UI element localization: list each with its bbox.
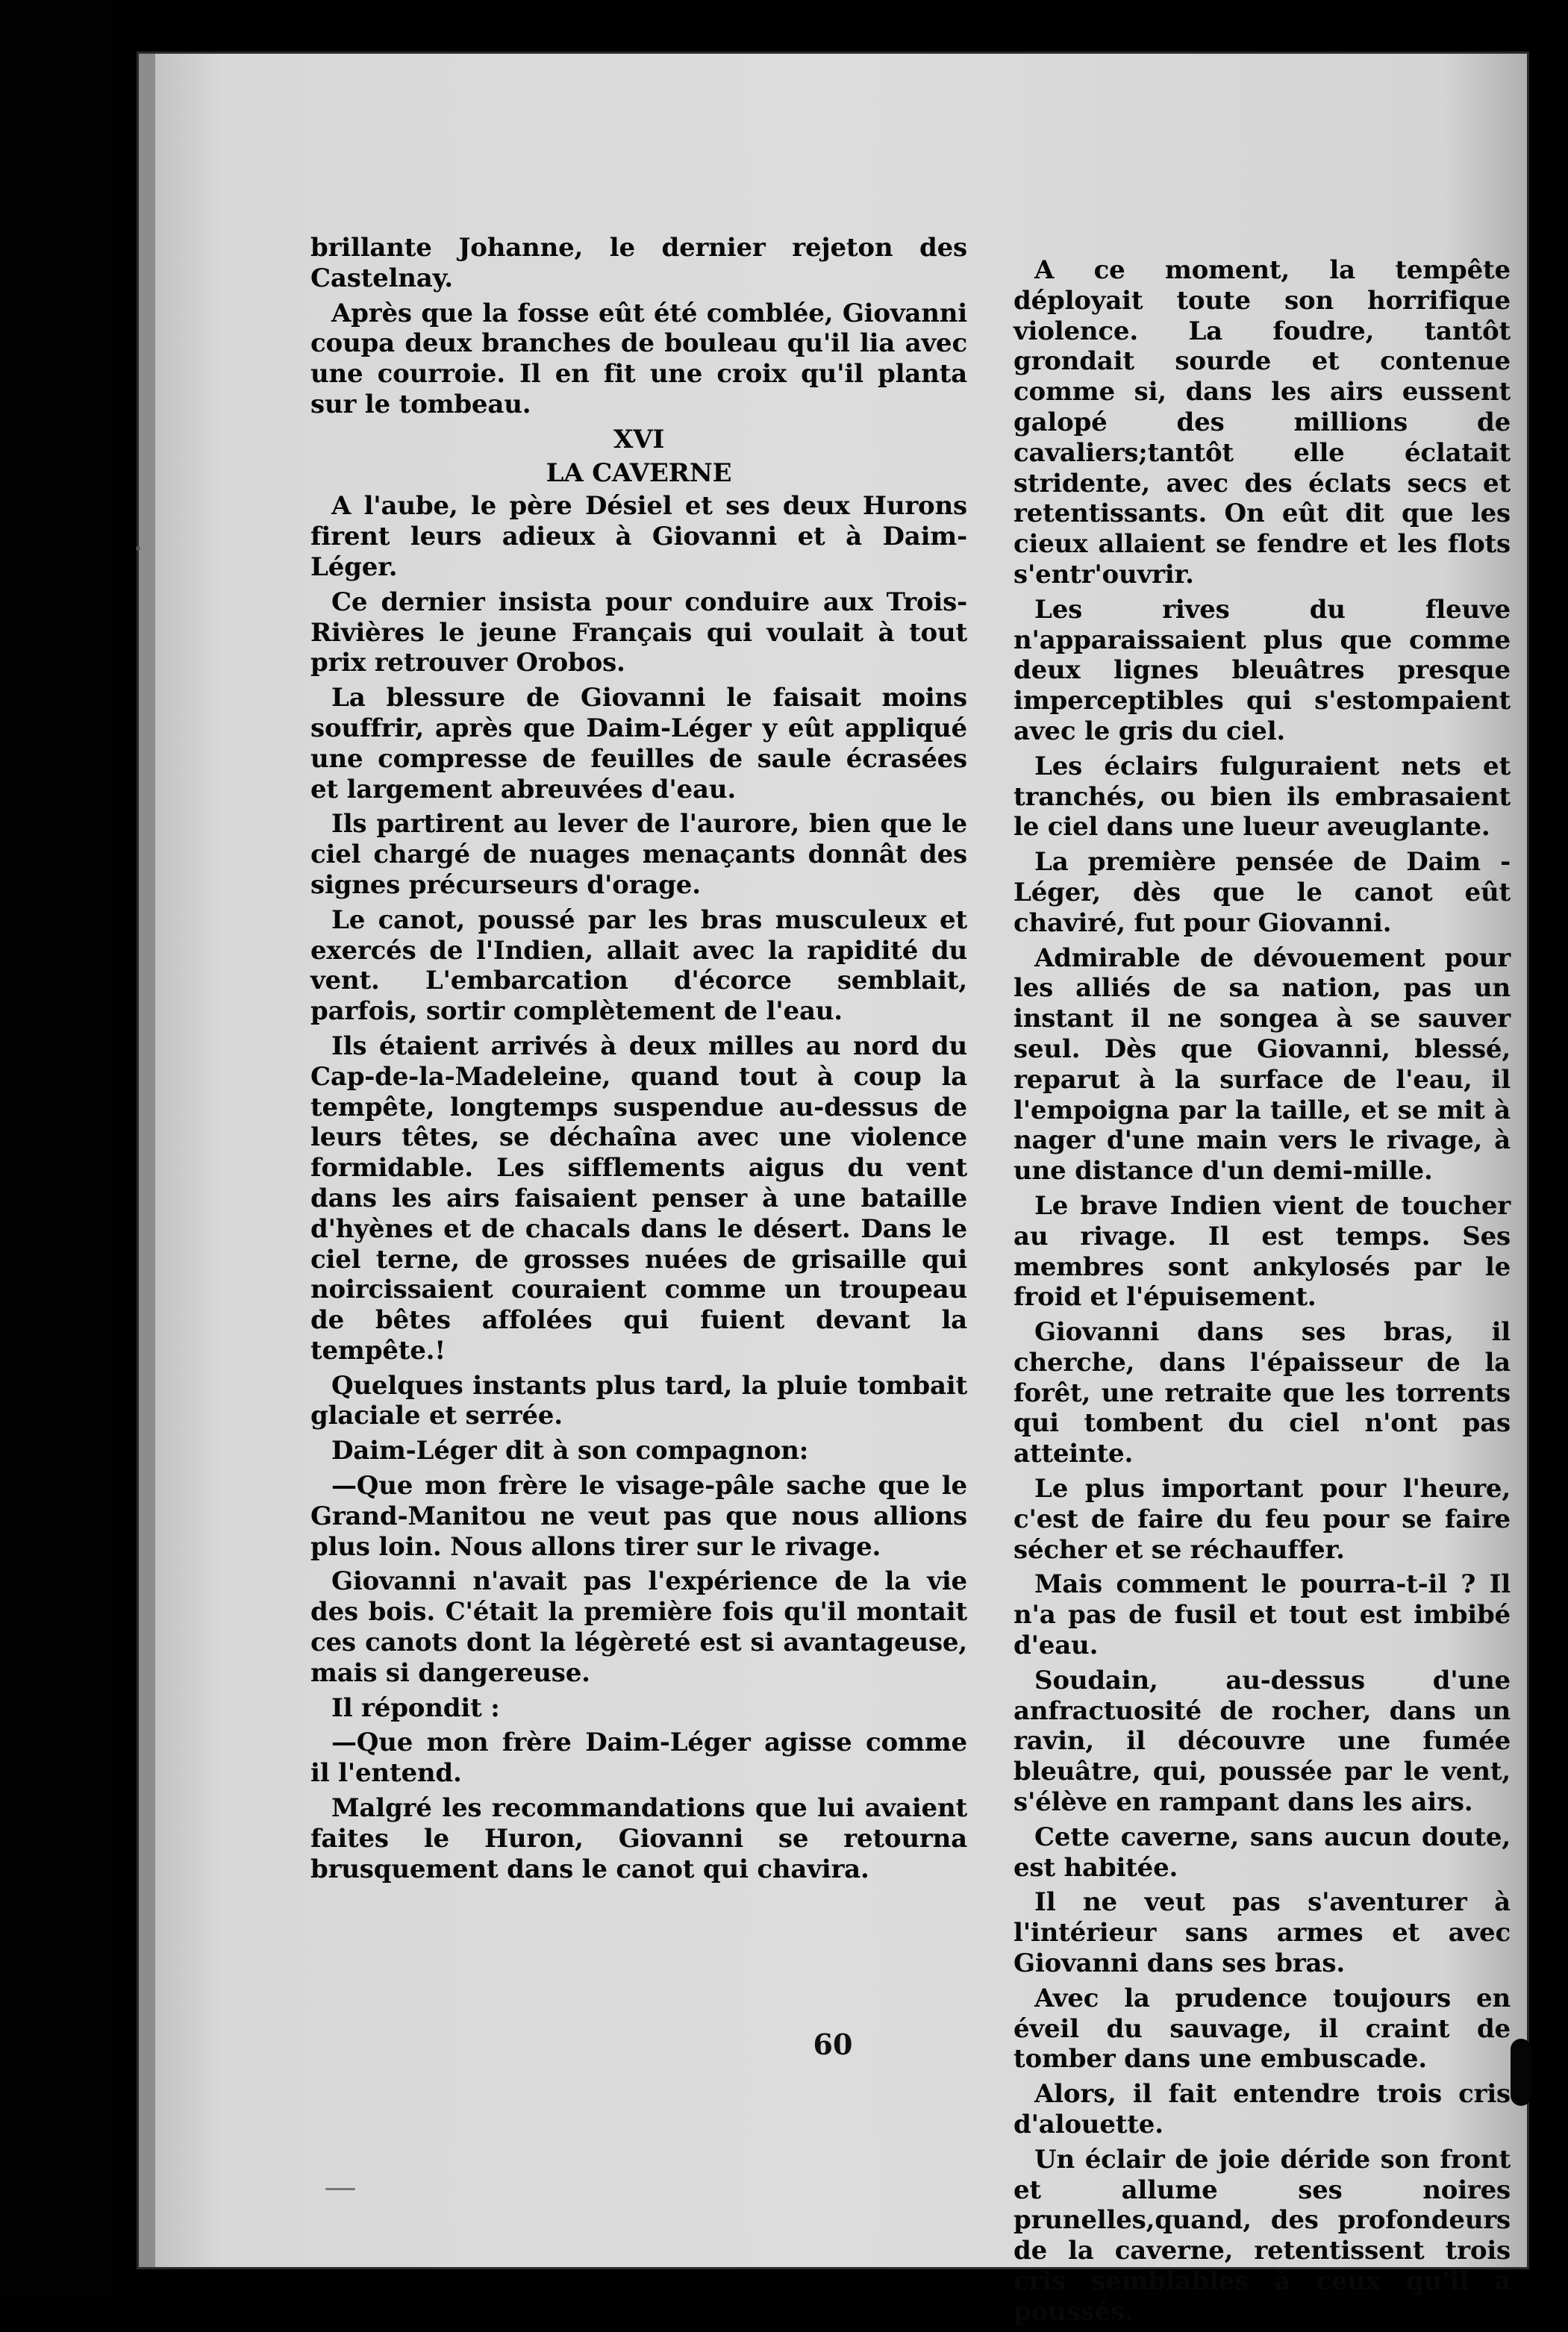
chapter-number: XVI — [613, 424, 665, 454]
scan-speck — [325, 2188, 355, 2190]
paragraph: Il ne veut pas s'aventurer à l'intérieur sans armes et avec Giovanni dans ses bras. — [1013, 1887, 1511, 1979]
paragraph: Giovanni n'avait pas l'expérience de la vie des bois. C'était la première fois qu'il montait ces canots dont la légèreté est si avantageuse, mais si dangereuse. — [310, 1566, 967, 1688]
page-number: 60 — [813, 2028, 853, 2061]
film-border — [0, 0, 112, 2296]
paragraph: Après que la fosse eût été comblée, Giovanni coupa deux branches de bouleau qu'il lia avec une courroie. Il en fit une croix qu'il planta sur le tombeau. — [310, 298, 967, 419]
paragraph: Giovanni dans ses bras, il cherche, dans l'épaisseur de la forêt, une retraite que les torrents qui tombent du ciel n'ont pas atteinte. — [1013, 1317, 1511, 1469]
page-binding-edge — [139, 54, 155, 2267]
paragraph: Avec la prudence toujours en éveil du sauvage, il craint de tomber dans une embuscade. — [1013, 1983, 1511, 2075]
paragraph: Ce dernier insista pour conduire aux Trois-Rivières le jeune Français qui voulait à tout prix retrouver Orobos. — [310, 587, 967, 678]
paragraph: Le canot, poussé par les bras musculeux et exercés de l'Indien, allait avec la rapidité du vent. L'embarcation d'écorce semblait, parfois, sortir complètement de l'eau. — [310, 904, 967, 1027]
binding-clip-mark — [1511, 2039, 1531, 2106]
paragraph: Le brave Indien vient de toucher au rivage. Il est temps. Ses membres sont ankylosés par le froid et l'épuisement. — [1013, 1190, 1511, 1313]
paragraph: Alors, il fait entendre trois cris d'alouette. — [1013, 2079, 1511, 2140]
paragraph: Un éclair de joie déride son front et allume ses noires prunelles,quand, des profondeurs de la caverne, retentissent trois cris semblables à ceux qu'il a poussés. — [1013, 2144, 1511, 2327]
paragraph: Les rives du fleuve n'apparaissaient plus que comme deux lignes bleuâtres presque imperceptibles qui s'estompaient avec le gris du ciel. — [1013, 594, 1511, 746]
scan-speck — [136, 546, 140, 551]
paragraph: La blessure de Giovanni le faisait moins souffrir, après que Daim-Léger y eût appliqué une compresse de feuilles de saule écrasées et largement abreuvées d'eau. — [310, 683, 967, 804]
paragraph: Les éclairs fulguraient nets et tranchés, ou bien ils embrasaient le ciel dans une lueur aveuglante. — [1013, 751, 1511, 843]
paragraph: Daim-Léger dit à son compagnon: — [331, 1436, 809, 1466]
paragraph: Cette caverne, sans aucun doute, est habitée. — [1013, 1822, 1511, 1883]
paragraph: Malgré les recommandations que lui avaient faites le Huron, Giovanni se retourna brusquement dans le canot qui chavira. — [310, 1793, 967, 1884]
paragraph: A l'aube, le père Désiel et ses deux Hurons firent leurs adieux à Giovanni et à Daim-Léger. — [310, 491, 967, 582]
paragraph: Quelques instants plus tard, la pluie tombait glaciale et serrée. — [310, 1370, 967, 1431]
paragraph: brillante Johanne, le dernier rejeton des Castelnay. — [310, 233, 967, 293]
paragraph: Ils étaient arrivés à deux milles au nord du Cap-de-la-Madeleine, quand tout à coup la tempête, longtemps suspendue au-dessus de leurs têtes, se déchaîna avec une violence formidable. Les sifflements aigus du vent dans les airs faisaient penser à une bataille d'hyènes et de chacals dans le désert. Dans le ciel terne, de grosses nuées de grisaille qui noircissaient couraient comme un troupeau de bêtes affolées qui fuient devant la tempête.! — [310, 1031, 967, 1366]
chapter-title: LA CAVERNE — [546, 457, 732, 488]
paragraph: Soudain, au-dessus d'une anfractuosité de rocher, dans un ravin, il découvre une fumée bleuâtre, qui, poussée par le vent, s'élève en rampant dans les airs. — [1013, 1665, 1511, 1818]
paragraph: Ils partirent au lever de l'aurore, bien que le ciel chargé de nuages menaçants donnât des signes précurseurs d'orage. — [310, 809, 967, 900]
paragraph: Admirable de dévouement pour les alliés de sa nation, pas un instant il ne songea à se sauver seul. Dès que Giovanni, blessé, reparut à la surface de l'eau, il l'empoigna par la taille, et se mit à nager d'une main vers le rivage, à une distance d'un demi-mille. — [1013, 943, 1511, 1187]
paragraph: Il répondit : — [331, 1692, 500, 1723]
scanned-page — [139, 54, 1527, 2327]
paragraph: Mais comment le pourra-t-il ? Il n'a pas de fusil et tout est imbibé d'eau. — [1013, 1569, 1511, 1661]
paragraph: A ce moment, la tempête déployait toute son horrifique violence. La foudre, tantôt grondait sourde et contenue comme si, dans les airs eussent galopé des millions de cavaliers;tantôt elle éclatait stridente, avec des éclats secs et retentissants. On eût dit que les cieux allaient se fendre et les flots s'entr'ouvrir. — [1013, 255, 1511, 590]
left-text-column — [310, 233, 967, 1889]
paragraph: —Que mon frère Daim-Léger agisse comme il l'entend. — [310, 1728, 967, 1789]
paragraph: —Que mon frère le visage-pâle sache que le Grand-Manitou ne veut pas que nous allions plus loin. Nous allons tirer sur le rivage. — [310, 1471, 967, 1562]
paragraph: La première pensée de Daim - Léger, dès que le canot eût chaviré, fut pour Giovanni. — [1013, 847, 1511, 938]
right-text-column — [1013, 255, 1511, 2332]
paragraph: Le plus important pour l'heure, c'est de faire du feu pour se faire sécher et se réchauffer. — [1013, 1474, 1511, 1565]
